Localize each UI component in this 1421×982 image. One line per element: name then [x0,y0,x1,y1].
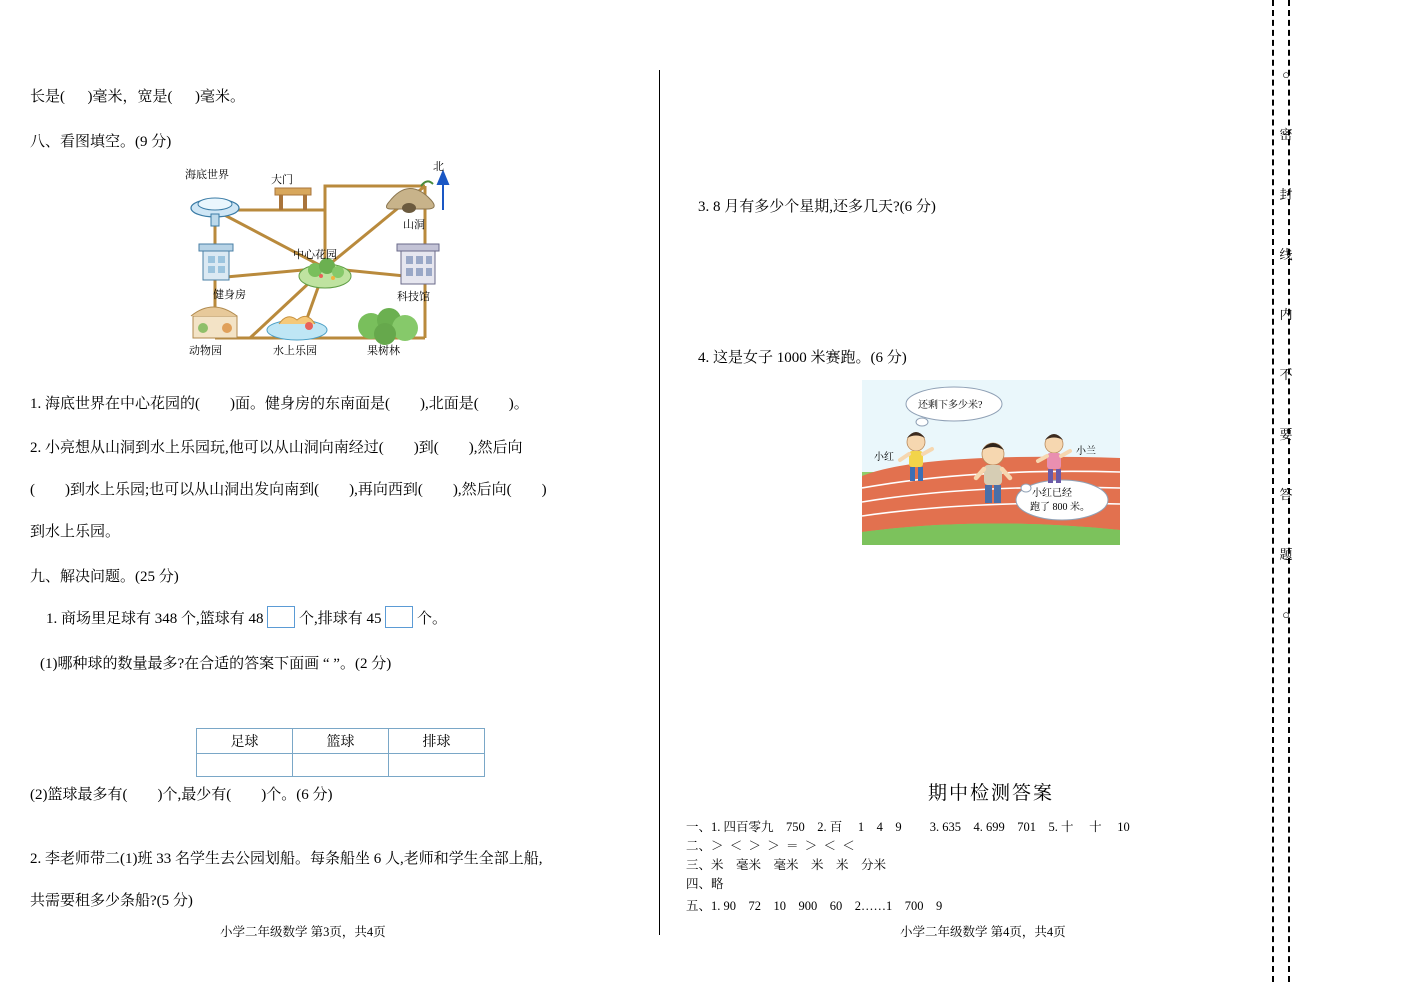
section-8-q1: 1. 海底世界在中心花园的( )面。健身房的东南面是( ),北面是( )。 [30,396,529,412]
seal-char [1276,150,1296,180]
footer-right: 小学二年级数学 第4页，共4页 [900,925,1066,939]
running-track-illustration [862,380,1120,545]
seal-char [1276,90,1296,120]
seal-char: 内 [1279,307,1293,322]
map-label-cave: 山洞 [403,219,425,231]
footer-left: 小学二年级数学 第3页，共4页 [220,925,386,939]
answer-box-volleyball[interactable] [385,606,413,628]
section-8-q2-line1: 2. 小亮想从山洞到水上乐园玩,他可以从山洞向南经过( )到( ),然后向 [30,440,523,456]
map-label-water-park: 水上乐园 [273,345,317,357]
answer-box-basketball[interactable] [267,606,295,628]
seal-char: 线 [1279,247,1293,262]
seal-char: 密 [1279,127,1293,142]
seal-char: 要 [1279,427,1293,442]
table-cell-basketball[interactable] [293,754,389,777]
bubble-bottom-line1: 小红已经 [1032,488,1072,499]
seal-char [1276,390,1296,420]
answer-line-2: 二、＞ ＜ ＞ ＞ ＝ ＞ ＜ ＜ [686,839,855,853]
section-9-q1 [46,606,447,628]
map-label-sea-world: 海底世界 [185,169,229,181]
map-label-zoo: 动物园 [189,345,222,357]
section-9-q1-prefix: 1. 商场里足球有 348 个,篮球有 48 [46,611,264,627]
seal-char: 题 [1279,547,1293,562]
section-8-title: 八、看图填空。(9 分) [30,134,172,150]
seal-dash-left [1272,0,1274,982]
map-label-center-garden: 中心花园 [293,249,337,261]
answer-line-1: 一、1. 四百零九 750 2. 百 1 4 9 3. 635 4. 699 701 5. 十 十 10 [686,820,1130,834]
answer-line-3: 三、米 毫米 毫米 米 米 分米 [686,858,887,872]
ball-count-table [196,728,485,777]
seal-char: 不 [1279,367,1293,382]
park-map-illustration [175,158,485,373]
answers-title: 期中检测答案 [928,783,1055,804]
seal-char [1276,570,1296,600]
seal-char [1276,450,1296,480]
label-xiaolan: 小兰 [1076,446,1096,457]
map-label-science-museum: 科技馆 [397,291,430,303]
seal-char [1276,330,1296,360]
map-label-north: 北 [433,161,444,173]
seal-line-text [1276,60,1296,630]
page-divider [659,70,660,935]
table-header-row [197,729,485,754]
section-9-q1-suffix: 个。 [417,611,448,627]
seal-char: 答 [1279,487,1293,502]
map-label-orchard: 果树林 [367,345,400,357]
map-label-gate: 大门 [271,174,293,186]
section-9-q1-sub2: (2)篮球最多有( )个,最少有( )个。(6 分) [30,787,333,803]
seal-char: 封 [1279,187,1293,202]
section-9-q2-line2: 共需要租多少条船?(5 分) [30,893,193,909]
seal-line [1262,0,1302,982]
seal-char [1276,510,1296,540]
seal-char [1276,270,1296,300]
answer-line-4: 四、略 [686,877,724,891]
seal-char: ○ [1282,67,1290,82]
section-8-q2-line2: ( )到水上乐园;也可以从山洞出发向南到( ),再向西到( ),然后向( ) [30,482,547,498]
table-header-basketball: 篮球 [293,729,389,754]
table-header-volleyball: 排球 [389,729,485,754]
section-9-q1-mid: 个,排球有 45 [299,611,382,627]
bubble-bottom-line2: 跑了 800 米。 [1030,502,1090,513]
right-q3: 3. 8 月有多少个星期,还多几天?(6 分) [698,199,936,215]
seal-char [1276,210,1296,240]
label-xiaohong: 小红 [874,452,894,463]
section-8-q2-line3: 到水上乐园。 [30,524,121,540]
table-header-football: 足球 [197,729,293,754]
table-row[interactable] [197,754,485,777]
carryover-line: 长是( )毫米，宽是( )毫米。 [30,89,245,105]
table-cell-volleyball[interactable] [389,754,485,777]
right-q4: 4. 这是女子 1000 米赛跑。(6 分) [698,350,907,366]
section-9-q2-line1: 2. 李老师带二(1)班 33 名学生去公园划船。每条船坐 6 人,老师和学生全部上船, [30,851,543,867]
seal-char: ○ [1282,607,1290,622]
map-label-gym: 健身房 [213,289,246,301]
table-cell-football[interactable] [197,754,293,777]
section-9-title: 九、解决问题。(25 分) [30,569,179,585]
section-9-q1-sub1: (1)哪种球的数量最多?在合适的答案下面画 “ ”。(2 分) [40,656,392,672]
bubble-top-text: 还剩下多少米? [918,400,983,411]
answer-line-5: 五、1. 90 72 10 900 60 2……1 700 9 [686,899,943,913]
